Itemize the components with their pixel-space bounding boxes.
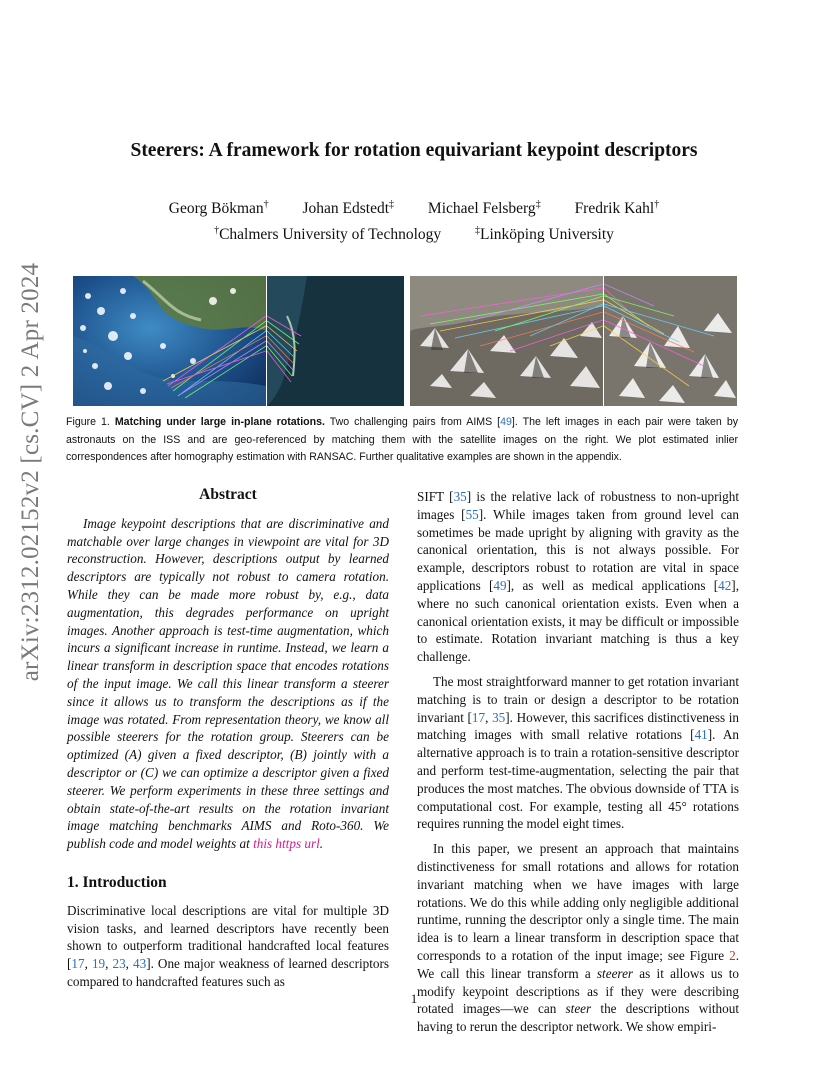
satellite-photo	[267, 276, 404, 406]
author-name: Michael Felsberg	[427, 200, 536, 218]
emphasis: steer	[565, 1001, 592, 1017]
author-mark: ‡	[389, 199, 395, 210]
body-text: . We call this linear transform a	[417, 947, 739, 981]
arxiv-stamp: arXiv:2312.02152v2 [cs.CV] 2 Apr 2024	[17, 262, 45, 682]
caption-text: ]. The left images in each pair were taken by astronauts on the ISS and are geo-referenced by matching them with the satellite images on the right. We plot estimated inlier correspondences after homography estimation with RANSAC. Further qualitative examples are shown in the appendix.	[66, 416, 739, 463]
caption-label: Figure 1.	[66, 416, 110, 428]
citation-link[interactable]: 55	[465, 506, 479, 522]
body-paragraph: The most straightforward manner to get rotation invariant matching is to train or design a descriptor to be rotation invariant [17, 35]. However, this sacrifices distinctiveness in matching images with small relative rotations [41]. An alternative approach is to train a rotation-sensitive descriptor and perform test-time-augmentation, selecting the pair that produces the most matches. The obvious downside of TTA is computational cost. For example, testing all 45° rotations requires running the model eight times.	[417, 673, 740, 832]
abstract-body: Image keypoint descriptions that are discriminative and matchable over large changes in viewpoint are vital for 3D reconstruction. However, descriptions output by learned descriptors are typically not robust to camera rotation. While they can be made more robust by, e.g., data augmentation, this degrades performance on upright images. Another approach is test-time augmentation, which incurs a significant increase in runtime. Instead, we learn a linear transform in description space that encodes rotations of the input image. We call this linear transform a steerer since it allows us to transform the descriptions as if the image was rotated. From representation theory, we know all possible steerers for the rotation group. Steerers can be optimized (A) given a fixed descriptor, (B) jointly with a descriptor or (C) we can optimize a descriptor given a fixed steerer. We perform experiments in these three settings and obtain state-of-the-art results on the rotation invariant image matching benchmarks AIMS and Roto-360. We publish code and model weights at	[67, 515, 389, 852]
body-text: ], where no such canonical orientation exists. Even when a canonical orientation exists, it may be difficult or impossible to estimate. Rotation invariant matching is thus a key challenge.	[417, 577, 739, 665]
body-text: The most straightforward manner to get rotation invariant matching is to train or design a descriptor to be rotation invariant [	[417, 673, 739, 725]
citation-link[interactable]: 35	[492, 709, 506, 725]
author-mark: ‡	[535, 199, 541, 210]
body-text: ], as well as medical applications [	[506, 577, 719, 593]
code-link[interactable]: this https url	[253, 836, 320, 852]
body-text: SIFT [	[417, 489, 454, 504]
page-number: 1	[410, 991, 418, 1006]
body-text: ]. While images taken from ground level can sometimes be made upright by aligning with gravity as the canonical orientation, this is not always possible. For example, descriptors robust to rotation are vital in space applications [	[417, 506, 740, 593]
citation-link[interactable]: 17	[471, 709, 486, 725]
citation-link[interactable]: 43	[133, 956, 147, 972]
citation-link[interactable]: 49	[493, 577, 507, 593]
body-text: ]. However, this sacrifices distinctiveness in matching images with small relative rotations [	[417, 709, 740, 743]
author-name: Johan Edstedt	[302, 200, 390, 218]
iss-mountain-photo	[410, 276, 603, 406]
body-text: as it allows us to modify keypoint descriptions as if they were describing rotated images—we can	[417, 965, 739, 1017]
citation-link[interactable]: 35	[453, 489, 467, 504]
abstract-end: .	[319, 836, 324, 852]
affiliation-mark: ‡	[475, 225, 481, 237]
affiliation-name: Chalmers University of Technology	[219, 226, 442, 244]
figure-caption	[66, 414, 738, 467]
left-column	[67, 486, 389, 991]
intro-paragraph: Discriminative local descriptions are vital for multiple 3D vision tasks, and learned descriptors have recently been shown to outperform traditional handcrafted local features [17, 19, 23, 43]. One major weakness of learned descriptors compared to handcrafted features such as	[67, 902, 390, 989]
affiliation-list	[66, 220, 762, 246]
abstract-text	[67, 515, 389, 853]
section-heading: 1. Introduction	[67, 873, 167, 891]
right-column	[417, 488, 739, 1036]
caption-text: Two challenging pairs from AIMS [	[324, 416, 501, 428]
paper-title: Steerers: A framework for rotation equivariant keypoint descriptors	[130, 140, 698, 161]
intro-text: ]. One major weakness of learned descriptors compared to handcrafted features such as	[67, 956, 390, 989]
caption-title: Matching under large in-plane rotations.	[114, 416, 325, 428]
citation-link[interactable]: 49	[500, 416, 512, 428]
author-name: Fredrik Kahl	[574, 200, 655, 218]
body-text: ]. An alternative approach is to train a rotation-sensitive descriptor and perform test-time-augmentation, selecting the pair that produces the most matches. The obvious downside of TTA is computational cost. For example, testing all 45° rotations requires running the model eight times.	[417, 727, 739, 832]
citation-link[interactable]: 41	[694, 727, 708, 743]
satellite-mountain-photo	[604, 276, 737, 406]
iss-coastline-photo	[73, 276, 266, 406]
author-list	[66, 194, 762, 220]
author-block	[66, 194, 762, 246]
author-name: Georg Bökman	[168, 200, 264, 218]
affiliation-mark: †	[214, 225, 220, 237]
body-text: ] is the relative lack of robustness to non-upright images [	[417, 489, 739, 522]
citation-link[interactable]: 19	[91, 956, 106, 972]
figure-link[interactable]: 2	[729, 947, 736, 963]
body-text: In this paper, we present an approach that maintains distinctiveness for small rotations and allows for rotation invariant matching when we have images with large rotations. We do this while adding only negligible additional runtime, running the descriptor only a single time. The main idea is to learn a linear transform in description space that corresponds to a rotation of the input image; see Figure	[417, 841, 739, 963]
intro-text: Discriminative local descriptions are vital for multiple 3D vision tasks, and learned descriptors have recently been shown to outperform traditional handcrafted local features [	[67, 902, 389, 972]
figure-1	[73, 276, 737, 406]
body-paragraph	[417, 488, 739, 666]
affiliation-name: Linköping University	[480, 226, 614, 244]
emphasis: steerer	[596, 965, 634, 981]
citation-link[interactable]: 23	[112, 956, 126, 972]
citation-link[interactable]: 42	[718, 577, 732, 593]
abstract-heading: Abstract	[199, 486, 257, 503]
body-text: the descriptions without having to rerun the descriptor network. We show empiri-	[417, 1001, 739, 1035]
author-mark: †	[263, 199, 269, 210]
citation-link[interactable]: 17	[71, 956, 85, 972]
author-mark: †	[654, 199, 660, 210]
